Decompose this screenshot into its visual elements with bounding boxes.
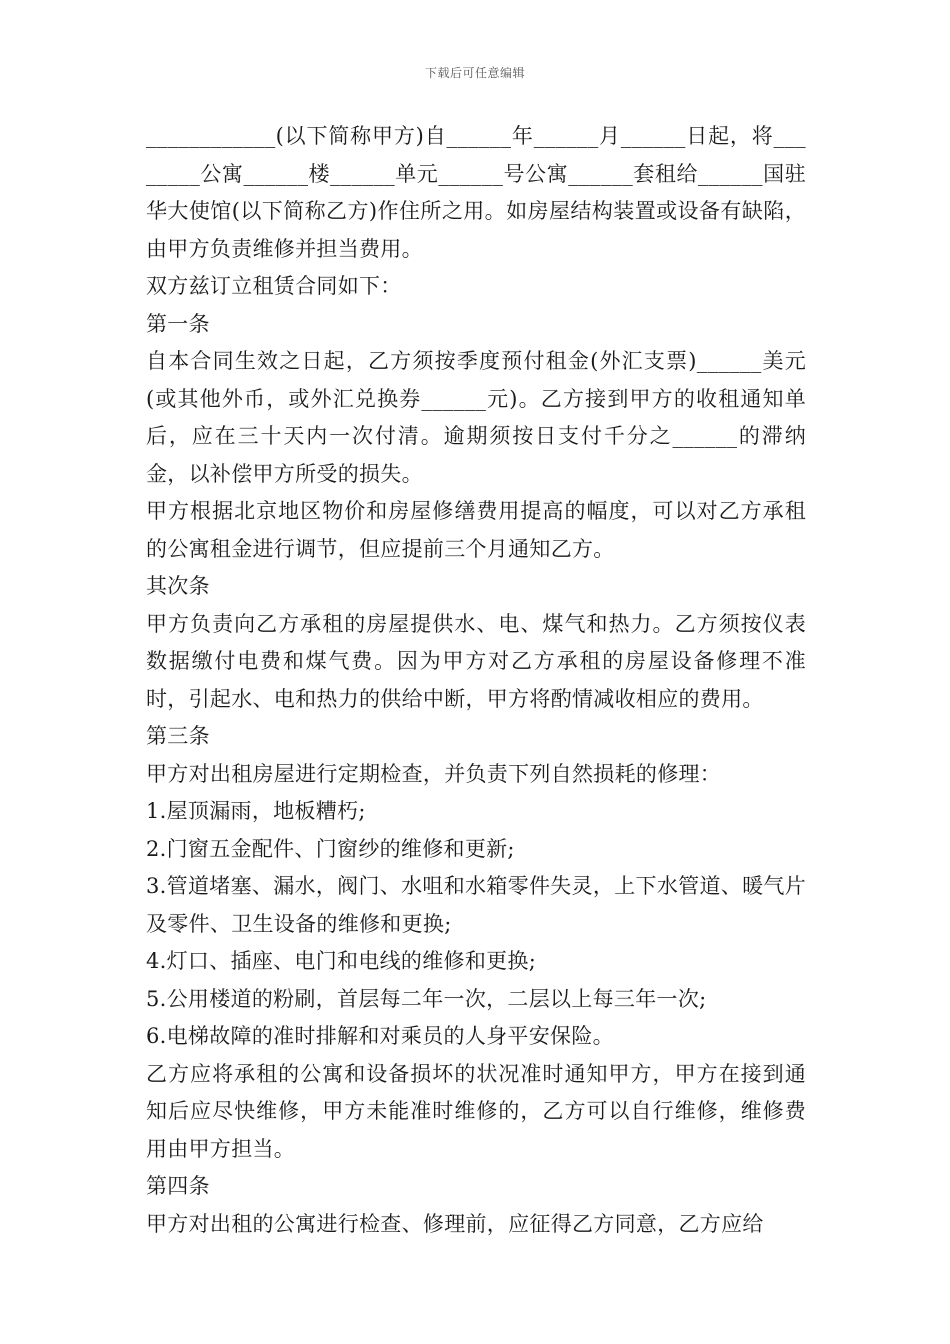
list-item: 3.管道堵塞、漏水，阀门、水咀和水箱零件失灵，上下水管道、暖气片及零件、卫生设备的维修和更换; — [146, 874, 806, 936]
article-3-heading: 第三条 — [146, 724, 210, 748]
article-3-paragraph-repair: 乙方应将承租的公寓和设备损坏的状况准时通知甲方，甲方在接到通知后应尽快维修，甲方未能准时维修的，乙方可以自行维修，维修费用由甲方担当。 — [146, 1061, 806, 1161]
article-4-heading: 第四条 — [146, 1174, 210, 1198]
article-1-paragraph-adjustment: 甲方根据北京地区物价和房屋修缮费用提高的幅度，可以对乙方承租的公寓租金进行调节，但应提前三个月通知乙方。 — [146, 499, 806, 561]
article-2-heading: 其次条 — [146, 574, 210, 598]
document-body — [146, 118, 806, 1243]
article-1-heading: 第一条 — [146, 311, 210, 336]
list-item: 4.灯口、插座、电门和电线的维修和更换; — [146, 949, 537, 973]
list-item: 5.公用楼道的粉刷，首层每二年一次，二层以上每三年一次; — [146, 986, 707, 1011]
list-item: 6.电梯故障的准时排解和对乘员的人身平安保险。 — [146, 1024, 614, 1048]
contract-preamble: 双方兹订立租赁合同如下： — [146, 274, 402, 298]
list-item: 2.门窗五金配件、门窗纱的维修和更新; — [146, 836, 515, 861]
list-item: 1.屋顶漏雨，地板糟朽; — [146, 799, 366, 823]
page-header: 下载后可任意编辑 — [424, 66, 525, 80]
article-2-paragraph: 甲方负责向乙方承租的房屋提供水、电、煤气和热力。乙方须按仪表数据缴付电费和煤气费。因为甲方对乙方承租的房屋设备修理不准时，引起水、电和热力的供给中断，甲方将酌情减收相应的费用。 — [146, 611, 806, 711]
article-3-intro: 甲方对出租房屋进行定期检查，并负责下列自然损耗的修理： — [146, 761, 722, 786]
article-4-paragraph: 甲方对出租的公寓进行检查、修理前，应征得乙方同意，乙方应给 — [146, 1211, 764, 1236]
article-1-paragraph-rent: 自本合同生效之日起，乙方须按季度预付租金(外汇支票)______美元(或其他外币，或外汇兑换券______元)。乙方接到甲方的收租通知单后，应在三十天内一次付清。逾期须按日支付千分之______的滞纳金，以补偿甲方所受的损失。 — [146, 349, 806, 486]
intro-paragraph: ____________(以下简称甲方)自______年______月______日起，将________公寓______楼______单元______号公寓______套租给______国驻华大使馆(以下简称乙方)作住所之用。如房屋结构装置或设备有缺陷，由甲方负责维修并担当费用。 — [146, 124, 806, 261]
